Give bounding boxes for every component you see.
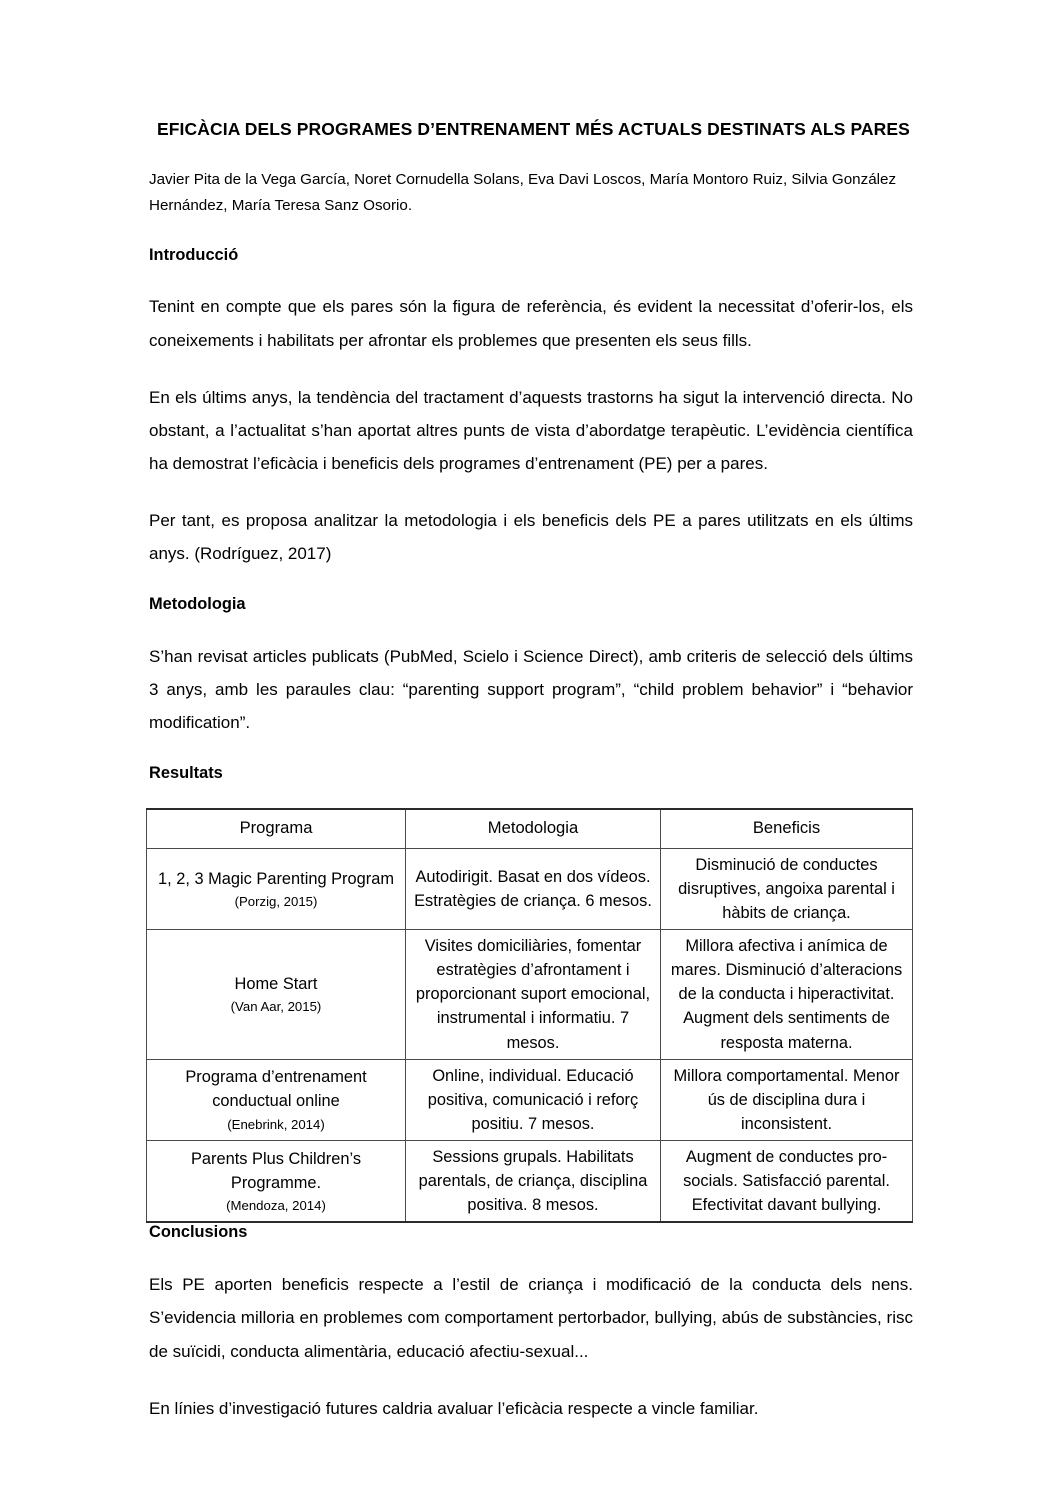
cell-metodologia: Online, individual. Educació positiva, comunicació i reforç positiu. 7 mesos. xyxy=(406,1059,661,1140)
introduccio-paragraph-3: Per tant, es proposa analitzar la metodologia i els beneficis dels PE a pares utilitzats en els últims anys. (Rodríguez, 2017) xyxy=(149,511,913,564)
cell-metodologia: Autodirigit. Basat en dos vídeos. Estratègies de criança. 6 mesos. xyxy=(406,848,661,929)
table-row xyxy=(147,1141,913,1223)
program-citation: (Enebrink, 2014) xyxy=(227,1116,325,1132)
cell-programa xyxy=(147,1141,406,1223)
results-table xyxy=(146,808,913,1223)
program-citation: (Mendoza, 2014) xyxy=(226,1197,326,1213)
section-heading-resultats: Resultats xyxy=(149,764,223,783)
cell-metodologia: Sessions grupals. Habilitats parentals, de criança, disciplina positiva. 8 mesos. xyxy=(406,1141,661,1223)
cell-beneficis: Disminució de conductes disruptives, angoixa parental i hàbits de criança. xyxy=(661,848,913,929)
introduccio-paragraph-1: Tenint en compte que els pares són la figura de referència, és evident la necessitat d’oferir-los, els coneixements i habilitats per afrontar els problemes que presenten els seus fills. xyxy=(149,297,913,350)
program-name: Parents Plus Children’s Programme. xyxy=(190,1149,362,1192)
program-citation: (Porzig, 2015) xyxy=(234,893,318,909)
metodologia-paragraph-1: S’han revisat articles publicats (PubMed, Scielo i Science Direct), amb criteris de selecció dels últims 3 anys, amb les paraules clau: “parenting support program”, “child problem behavior” i “behavior modification”. xyxy=(149,646,913,732)
cell-beneficis: Millora comportamental. Menor ús de disciplina dura i inconsistent. xyxy=(661,1059,913,1140)
author-list: Javier Pita de la Vega García, Noret Cornudella Solans, Eva Davi Loscos, María Montoro Ruiz, Silvia González Hernández, María Teresa Sanz Osorio. xyxy=(149,170,897,214)
document-content xyxy=(149,118,913,1449)
cell-programa xyxy=(147,1059,406,1140)
cell-metodologia: Visites domiciliàries, fomentar estratègies d’afrontament i proporcionant suport emocional, instrumental i informatiu. 7 mesos. xyxy=(406,930,661,1060)
cell-programa xyxy=(147,930,406,1060)
table-row xyxy=(147,1059,913,1140)
section-heading-introduccio: Introducció xyxy=(149,246,239,265)
cell-beneficis: Augment de conductes pro-socials. Satisfacció parental. Efectivitat davant bullying. xyxy=(661,1141,913,1223)
table-row xyxy=(147,848,913,929)
column-header-metodologia: Metodologia xyxy=(406,809,661,848)
column-header-beneficis: Beneficis xyxy=(661,809,913,848)
cell-beneficis: Millora afectiva i anímica de mares. Disminució d’alteracions de la conducta i hiperactivitat. Augment dels sentiments de resposta materna. xyxy=(661,930,913,1060)
introduccio-paragraph-2: En els últims anys, la tendència del tractament d’aquests trastorns ha sigut la intervenció directa. No obstant, a l’actualitat s’han aportat altres punts de vista d’abordatge terapèutic. L’evidència científica ha demostrat l’eficàcia i beneficis dels programes d’entrenament (PE) per a pares. xyxy=(149,387,913,473)
conclusions-paragraph-1: Els PE aporten beneficis respecte a l’estil de criança i modificació de la conducta dels nens. S’evidencia milloria en problemes com comportament pertorbador, bullying, abús de substàncies, risc de suïcidi, conducta alimentària, educació afectiu-sexual... xyxy=(149,1275,913,1361)
program-name: Programa d’entrenament conductual online xyxy=(185,1068,367,1111)
cell-programa xyxy=(147,848,406,929)
program-name: Home Start xyxy=(234,974,318,993)
program-citation: (Van Aar, 2015) xyxy=(230,999,322,1015)
section-heading-conclusions: Conclusions xyxy=(149,1223,248,1242)
section-heading-metodologia: Metodologia xyxy=(149,595,246,614)
table-header-row xyxy=(147,809,913,848)
page-title: EFICÀCIA DELS PROGRAMES D’ENTRENAMENT MÉS ACTUALS DESTINATS ALS PARES xyxy=(157,119,910,139)
program-name: 1, 2, 3 Magic Parenting Program xyxy=(158,869,394,888)
column-header-programa: Programa xyxy=(147,809,406,848)
table-row xyxy=(147,930,913,1060)
conclusions-paragraph-2: En línies d’investigació futures caldria avaluar l’eficàcia respecte a vincle familiar. xyxy=(149,1398,759,1418)
